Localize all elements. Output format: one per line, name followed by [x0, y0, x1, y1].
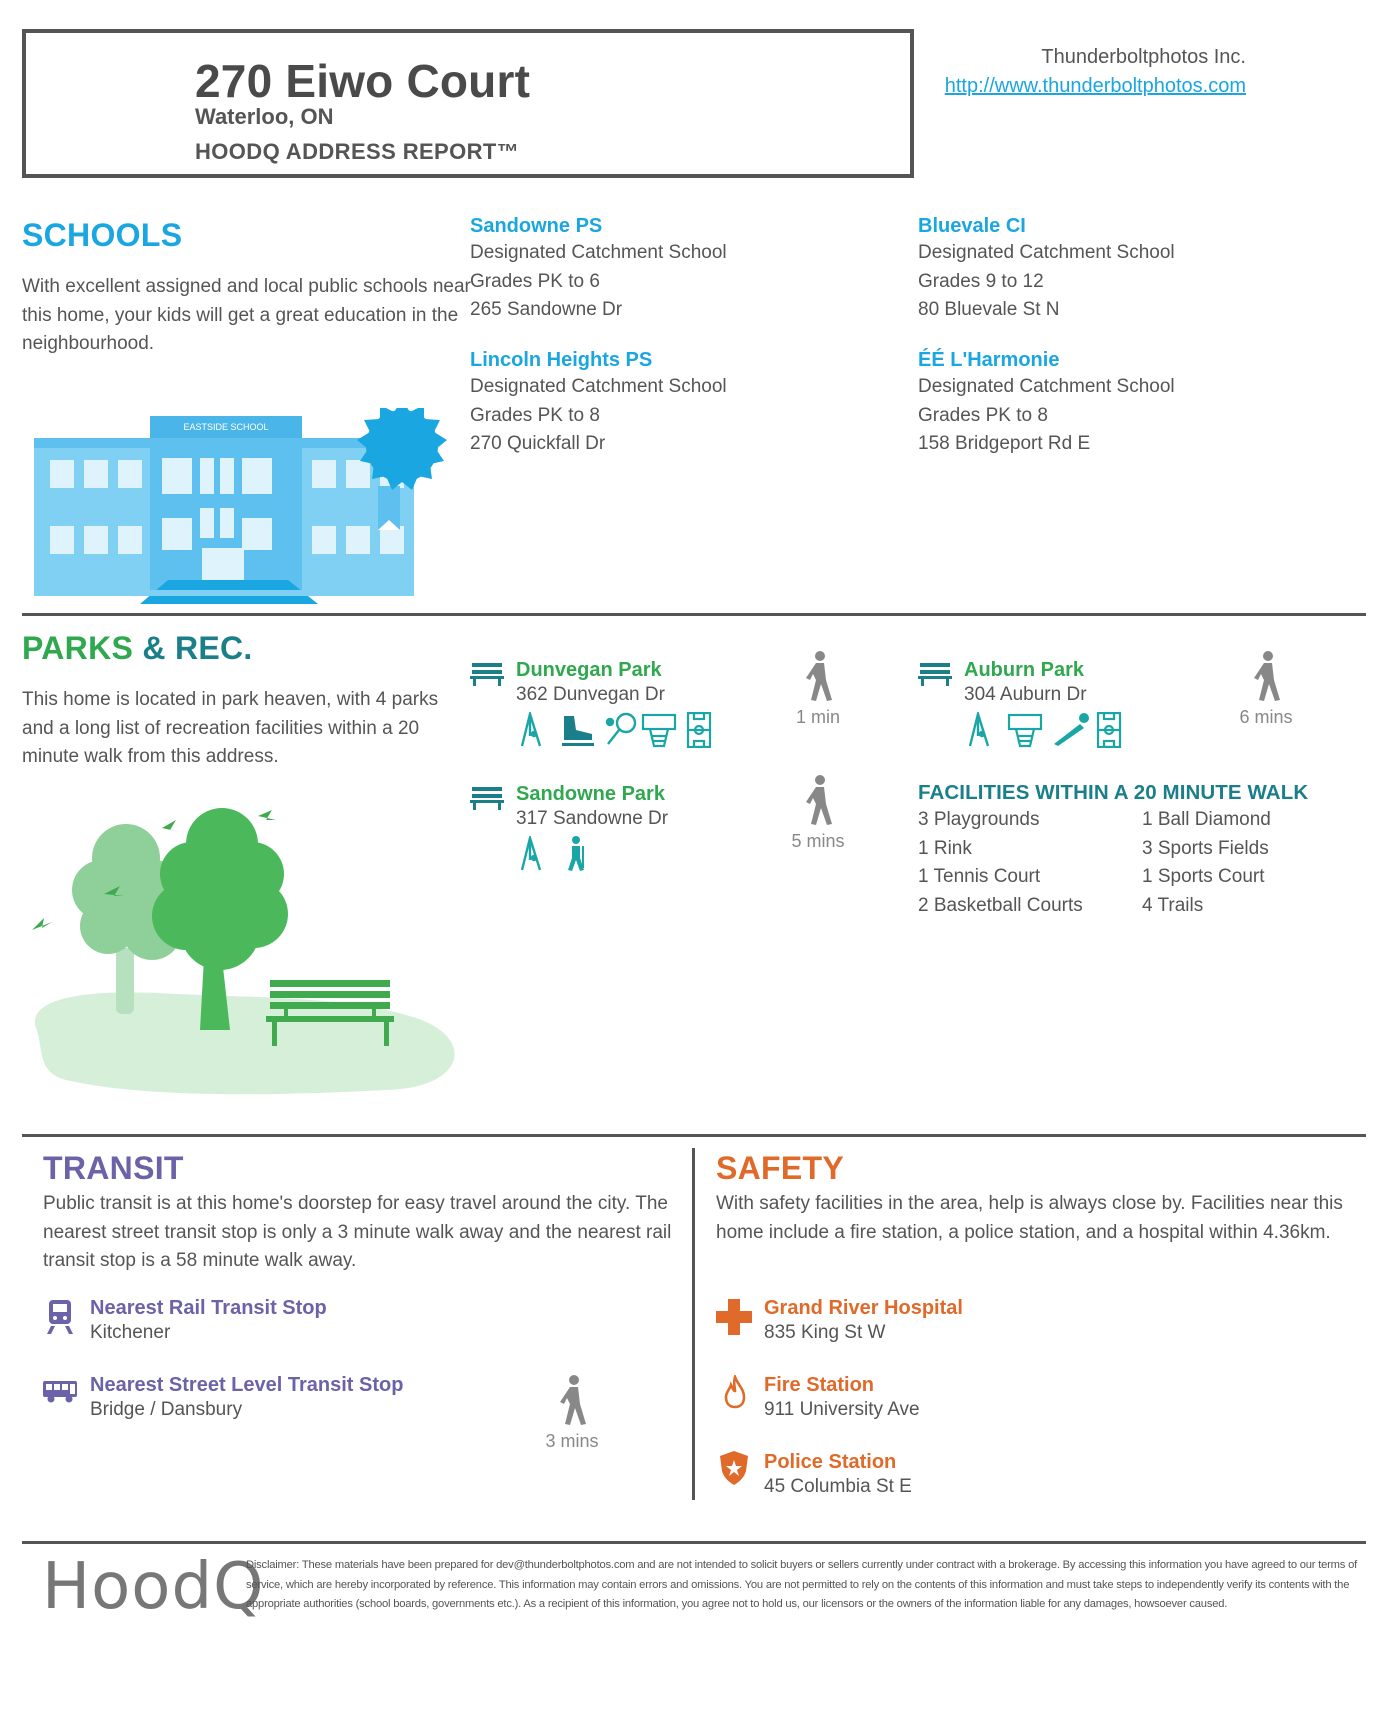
hoodq-logo: HoodQ	[42, 1550, 265, 1624]
street-stop-title: Nearest Street Level Transit Stop	[90, 1374, 404, 1396]
school-name[interactable]: Bluevale CI	[918, 215, 1026, 237]
school-card	[470, 215, 727, 325]
bench-icon	[918, 661, 952, 687]
playground-icon	[522, 714, 540, 746]
walk-time: 6 mins	[1239, 707, 1293, 727]
walk-time: 1 min	[795, 707, 840, 727]
ball-diamond-icon	[1054, 713, 1089, 746]
street-stop-name: Bridge / Dansbury	[90, 1399, 243, 1420]
school-address: 265 Sandowne Dr	[470, 299, 623, 320]
fire-icon	[724, 1375, 746, 1409]
rail-stop-title: Nearest Rail Transit Stop	[90, 1297, 327, 1319]
address-city: Waterloo, ON	[195, 104, 334, 129]
school-card	[918, 349, 1175, 459]
park-illustration	[26, 798, 466, 1100]
park-name[interactable]: Auburn Park	[964, 659, 1085, 681]
safety-title: SAFETY	[716, 1150, 845, 1186]
school-card	[918, 215, 1175, 325]
facility-item: 1 Sports Court	[1142, 866, 1265, 887]
street-stop	[90, 1374, 403, 1425]
basketball-icon	[643, 715, 675, 746]
safety-item-address: 835 King St W	[764, 1322, 886, 1343]
parks-title-b: & REC.	[142, 630, 253, 666]
transit-description: Public transit is at this home's doorstep for easy travel around the city. The nearest street transit stop is only a 3 minute walk away and the nearest rail transit stop is a 58 minute walk away.	[43, 1193, 672, 1271]
facilities-title: FACILITIES WITHIN A 20 MINUTE WALK	[918, 781, 1309, 804]
schools-description: With excellent assigned and local public schools near this home, your kids will get a great education in the neighbourhood.	[22, 276, 471, 354]
disclaimer: Disclaimer: These materials have been prepared for dev@thunderboltphotos.com and are not intended to solicit buyers or sellers currently under contract with a brokerage. By accessing this information you have agreed to our terms of service, which are hereby incorporated by reference. This information may contain errors and omissions. You are not permitted to rely on the contents of this information and must take steps to independently verify its contents with the appropriate authorities (school boards, governments etc.). As a recipient of this information, you agree not to hold us, our licensors or the owners of the information liable for any damages, howsoever caused.	[246, 1559, 1358, 1610]
school-illustration	[32, 408, 456, 608]
park-card	[964, 659, 1087, 710]
walk-icon	[800, 650, 836, 702]
bench-icon	[470, 661, 504, 687]
playground-icon	[522, 838, 540, 870]
report-label: HOODQ ADDRESS REPORT™	[195, 139, 520, 164]
walk-icon	[800, 774, 836, 826]
facility-item: 1 Rink	[918, 837, 972, 859]
parks-title	[22, 630, 253, 667]
park-address: 317 Sandowne Dr	[516, 808, 669, 829]
safety-item-name: Grand River Hospital	[764, 1297, 963, 1319]
company-name: Thunderboltphotos Inc.	[1041, 46, 1246, 68]
facility-item: 3 Sports Fields	[1142, 837, 1269, 859]
school-type: Designated Catchment School	[918, 376, 1175, 397]
hospital-cross-icon	[716, 1299, 752, 1335]
column-divider	[692, 1148, 695, 1500]
company-link[interactable]: http://www.thunderboltphotos.com	[944, 75, 1246, 97]
sports-field-icon	[688, 713, 710, 747]
playground-icon	[970, 714, 988, 746]
basketball-icon	[1009, 715, 1041, 746]
safety-item	[764, 1297, 963, 1348]
school-name[interactable]: Sandowne PS	[470, 215, 603, 237]
transit-title: TRANSIT	[43, 1150, 184, 1186]
facility-item: 2 Basketball Courts	[918, 894, 1083, 916]
school-name[interactable]: ÉÉ L'Harmonie	[918, 349, 1060, 371]
park-facility-icons	[968, 712, 1124, 748]
school-grades: Grades 9 to 12	[918, 270, 1044, 292]
school-card	[470, 349, 727, 459]
park-facility-icons	[520, 836, 590, 872]
school-address: 80 Bluevale St N	[918, 299, 1060, 320]
trail-icon	[568, 836, 584, 871]
park-name[interactable]: Sandowne Park	[516, 783, 665, 805]
school-grades: Grades PK to 6	[470, 270, 600, 292]
rail-stop-name: Kitchener	[90, 1322, 171, 1343]
rink-icon	[562, 716, 594, 746]
facility-item: 1 Tennis Court	[918, 866, 1041, 887]
rail-stop	[90, 1297, 327, 1348]
walk-time: 3 mins	[545, 1431, 599, 1451]
parks-title-a: PARKS	[22, 630, 134, 666]
schools-title: SCHOOLS	[22, 217, 183, 253]
tennis-icon	[607, 714, 635, 744]
safety-item-name: Police Station	[764, 1451, 897, 1473]
walk-icon	[554, 1374, 590, 1426]
footer-divider	[22, 1541, 1366, 1544]
safety-item-name: Fire Station	[764, 1374, 875, 1396]
section-divider	[22, 613, 1366, 616]
address-title: 270 Eiwo Court	[195, 55, 531, 107]
school-type: Designated Catchment School	[470, 242, 727, 263]
school-address: 270 Quickfall Dr	[470, 433, 606, 454]
bus-icon	[43, 1381, 77, 1403]
walk-icon	[1248, 650, 1284, 702]
facilities-list-left	[918, 806, 1083, 920]
safety-item	[764, 1374, 920, 1425]
facility-item: 4 Trails	[1142, 894, 1204, 916]
safety-description: With safety facilities in the area, help is always close by. Facilities near this home include a fire station, a police station, and a hospital within 4.36km.	[716, 1193, 1343, 1243]
police-shield-icon	[720, 1451, 748, 1485]
school-type: Designated Catchment School	[470, 376, 727, 397]
train-icon	[47, 1300, 73, 1334]
park-address: 304 Auburn Dr	[964, 684, 1087, 705]
sports-field-icon	[1098, 713, 1120, 747]
facility-item: 3 Playgrounds	[918, 809, 1040, 830]
park-card	[516, 783, 668, 834]
parks-description: This home is located in park heaven, with 4 parks and a long list of recreation facilities within a 20 minute walk from this address.	[22, 689, 439, 767]
facilities-list-right	[1142, 806, 1271, 920]
park-facility-icons	[520, 712, 716, 748]
park-address: 362 Dunvegan Dr	[516, 684, 665, 705]
facility-item: 1 Ball Diamond	[1142, 809, 1271, 830]
safety-item-address: 911 University Ave	[764, 1399, 920, 1420]
school-name[interactable]: Lincoln Heights PS	[470, 349, 653, 371]
section-divider	[22, 1134, 1366, 1137]
safety-item-address: 45 Columbia St E	[764, 1476, 912, 1497]
park-name[interactable]: Dunvegan Park	[516, 659, 662, 681]
safety-item	[764, 1451, 912, 1502]
school-type: Designated Catchment School	[918, 242, 1175, 263]
school-grades: Grades PK to 8	[918, 404, 1048, 426]
school-sign-label: EASTSIDE SCHOOL	[183, 422, 269, 432]
bench-icon	[470, 785, 504, 811]
park-card	[516, 659, 665, 710]
school-grades: Grades PK to 8	[470, 404, 600, 426]
school-address: 158 Bridgeport Rd E	[918, 433, 1091, 454]
walk-time: 5 mins	[791, 831, 845, 851]
